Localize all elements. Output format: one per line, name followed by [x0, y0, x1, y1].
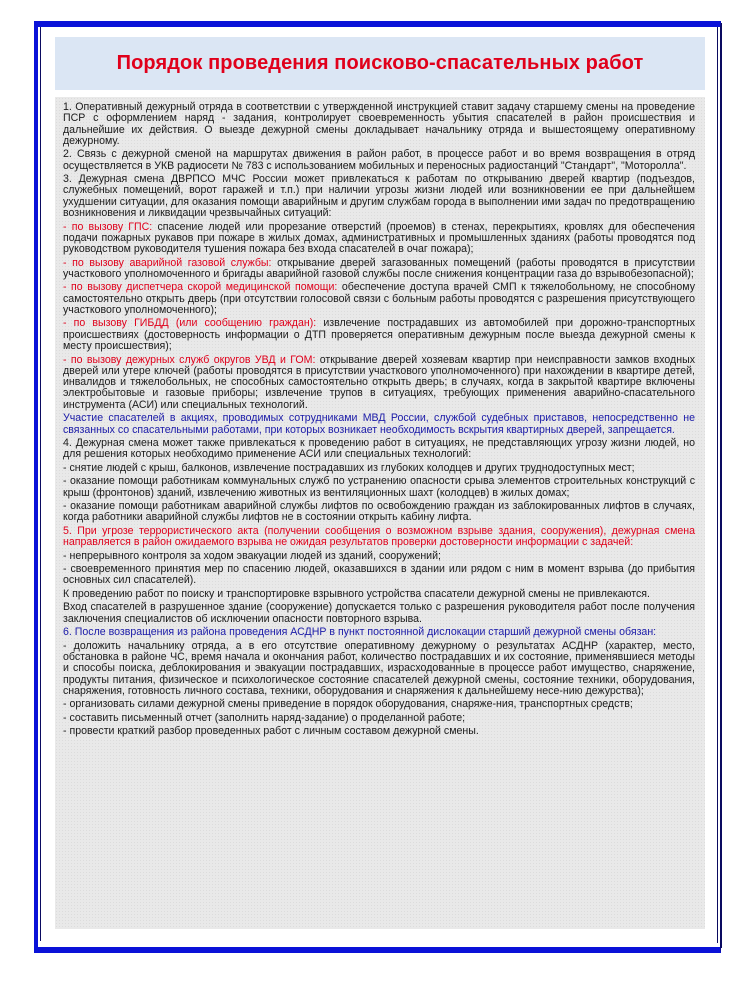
paragraph	[63, 627, 695, 638]
paragraph	[63, 463, 695, 474]
paragraph	[63, 355, 695, 411]
paragraph-text: - оказание помощи работникам аварийной службы лифтов по освобождению граждан из заблокированных лифтов в случаях, когда работники аварийной службы лифтов не в состоянии открыть кабину лифта.	[63, 500, 695, 524]
paragraph	[63, 726, 695, 737]
frame-line	[40, 27, 41, 941]
page-title: Порядок проведения поисково-спасательных работ	[116, 52, 644, 74]
paragraph	[63, 174, 695, 219]
paragraph-text: открывание дверей загазованных помещений (работы проводятся в присутствии участкового уполномоченного и бригады аварийной газовой службы после снижения концентрации газа до взрывобезопасной);	[63, 256, 695, 280]
paragraph-text: - составить письменный отчет (заполнить наряд-задание) о проделанной работе;	[63, 711, 466, 724]
highlighted-lead: - по вызову дежурных служб округов УВД и ГОМ:	[63, 353, 316, 366]
paragraph	[63, 282, 695, 316]
paragraph-text: - организовать силами дежурной смены приведение в порядок оборудования, снаряже-ния, транспортных средств;	[63, 698, 633, 711]
paragraph	[63, 501, 695, 524]
paragraph-text: - непрерывного контроля за ходом эвакуации людей из зданий, сооружений;	[63, 549, 441, 562]
title-banner	[55, 37, 705, 90]
highlighted-lead: 5. При угрозе террористического акта (получении сообщения о возможном взрыве здания, сооружения), дежурная смена направляется в район ожидаемого взрыва не ожидая результатов проверки достоверности информации с задачей:	[63, 524, 695, 549]
paragraph	[63, 602, 695, 625]
frame-line	[717, 27, 718, 943]
paragraph-text: - оказание помощи работникам коммунальных служб по устранению опасности срыва элементов строительных конструкций с крыш (фронтонов) зданий, извлечению животных из вентиляционных шахт (колодцев) в жилых домах;	[63, 475, 695, 499]
paragraph	[63, 222, 695, 256]
paragraph-text: - доложить начальнику отряда, а в его отсутствие оперативному дежурному о результатах АСДНР (характер, место, обстановка в районе ЧС, время начала и окончания работ, количество пострадавших и их состояние, применявшиеся методы и способы поиска, деблокирования и эвакуации пострадавших, израсходованные в процессе работ имущество, снаряжение, продукты питания, физическое и психологическое состояние спасателей дежурной смены, состояние техники, оборудования, снаряжения, готовность личного состава, техники, оборудования и снаряжения к дальнейшему несе-нию дежурства);	[63, 639, 695, 697]
frame-line	[721, 23, 722, 948]
highlighted-note: Участие спасателей в акциях, проводимых сотрудниками МВД России, службой судебных приставов, непосредственно не связанных со спасательными работами, при которых возникает необходимость вскрытия квартирных дверей, запрещается.	[63, 412, 695, 436]
paragraph-text: извлечение пострадавших из автомобилей при дорожно-транспортных происшествиях (достоверность информации о ДТП проверяется оперативным дежурным после выезда дежурной смены к месту происшествия);	[63, 317, 695, 353]
paragraph-text: 2. Связь с дежурной сменой на маршрутах движения в район работ, в процессе работ и во время возвращения в отряд осуществляется в УКВ радиосети № 783 с использованием мобильных и переносных радиостанций "Стандарт", "Моторолла".	[63, 148, 695, 172]
paragraph-text: 1. Оперативный дежурный отряда в соответствии с утвержденной инструкцией ставит задачу старшему смены на проведение ПСР с оформлением наряд - задания, контролирует своевременность убытия спасателей в район происшествия и дальнейшие их действия. О выезде дежурной смены докладывает начальнику отряда и вышестоящему оперативному дежурному.	[63, 101, 695, 147]
highlighted-lead: - по вызову диспетчера скорой медицинской помощи:	[63, 281, 338, 294]
paragraph	[63, 641, 695, 697]
paragraph	[63, 102, 695, 147]
paragraph	[63, 564, 695, 587]
paragraph-text: К проведению работ по поиску и транспортировке взрывного устройства спасатели дежурной смены не привлекаются.	[63, 587, 650, 600]
paragraph-text: обеспечение доступа врачей СМП к тяжелобольному, не способному самостоятельно открыть дверь (при отсутствии голосовой связи с больным работы проводятся с разрешения присутствующего участкового уполномоченного);	[63, 281, 695, 316]
paragraph	[63, 318, 695, 352]
paragraph	[63, 413, 695, 436]
paragraph	[63, 258, 695, 281]
paragraph-text: - своевременного принятия мер по спасению людей, оказавшихся в здании или рядом с ним в момент взрыва (до прибытия основных сил спасателей).	[63, 563, 695, 587]
paragraph	[63, 713, 695, 724]
highlighted-note: 6. После возвращения из района проведения АСДНР в пункт постоянной дислокации старший дежурной смены обязан:	[63, 626, 657, 639]
highlighted-lead: - по вызову ГИБДД (или сообщению граждан):	[63, 317, 317, 330]
paragraph	[63, 699, 695, 710]
highlighted-lead: - по вызову аварийной газовой службы:	[63, 256, 272, 269]
paragraph	[63, 526, 695, 549]
paragraph-text: - снятие людей с крыш, балконов, извлечение пострадавших из глубоких колодцев и других труднодоступных мест;	[63, 461, 635, 474]
paragraph-text: - провести краткий разбор проведенных работ с личным составом дежурной смены.	[63, 725, 479, 738]
paragraph-text: Вход спасателей в разрушенное здание (сооружение) допускается только с разрешения руководителя работ после получения заключения специалистов об исключении опасности повторного взрыва.	[63, 601, 695, 625]
paragraph	[63, 438, 695, 461]
document-body	[63, 102, 695, 740]
paragraph	[63, 149, 695, 172]
paragraph	[63, 589, 695, 600]
paragraph-text: 3. Дежурная смена ДВРПСО МЧС России может привлекаться к работам по открыванию дверей квартир (подъездов, служебных помещений, ворот гаражей и т.п.) при наличии угрозы жизни людей или возникновении ее при дальнейшем ухудшении ситуации, для оказания помощи аварийным и другим службам города в выполнении ими задач по предотвращению возникновения и ликвидации чрезвычайных ситуаций:	[63, 173, 695, 220]
paragraph	[63, 551, 695, 562]
paragraph-text: 4. Дежурная смена может также привлекаться к проведению работ в ситуациях, не представляющих угрозу жизни людей, но для решения которых необходимо применение АСИ или специальных технологий:	[63, 437, 695, 461]
paragraph	[63, 476, 695, 499]
paragraph-text: открывание дверей хозяевам квартир при неисправности замков входных дверей или утере ключей (работы проводятся в присутствии участкового уполномоченного) при нахождении в квартире детей, инвалидов и тяжелобольных, не способных самостоятельно открыть дверь; в случаях, когда в закрытой квартире включены электробытовые и газовые приборы; извлечение трупов в ситуациях, требующих применения аварийно-спасательного инструмента (АСИ) или специальных технологий.	[63, 353, 695, 411]
paragraph-text: спасение людей или прорезание отверстий (проемов) в стенах, перекрытиях, кровлях для обеспечения подачи пожарных рукавов при пожаре в жилых домах, административных и промышленных зданиях (работы проводятся под руководством руководителя тушения пожара без входа спасателей в очаг пожара);	[63, 220, 696, 256]
highlighted-lead: - по вызову ГПС:	[63, 220, 153, 233]
